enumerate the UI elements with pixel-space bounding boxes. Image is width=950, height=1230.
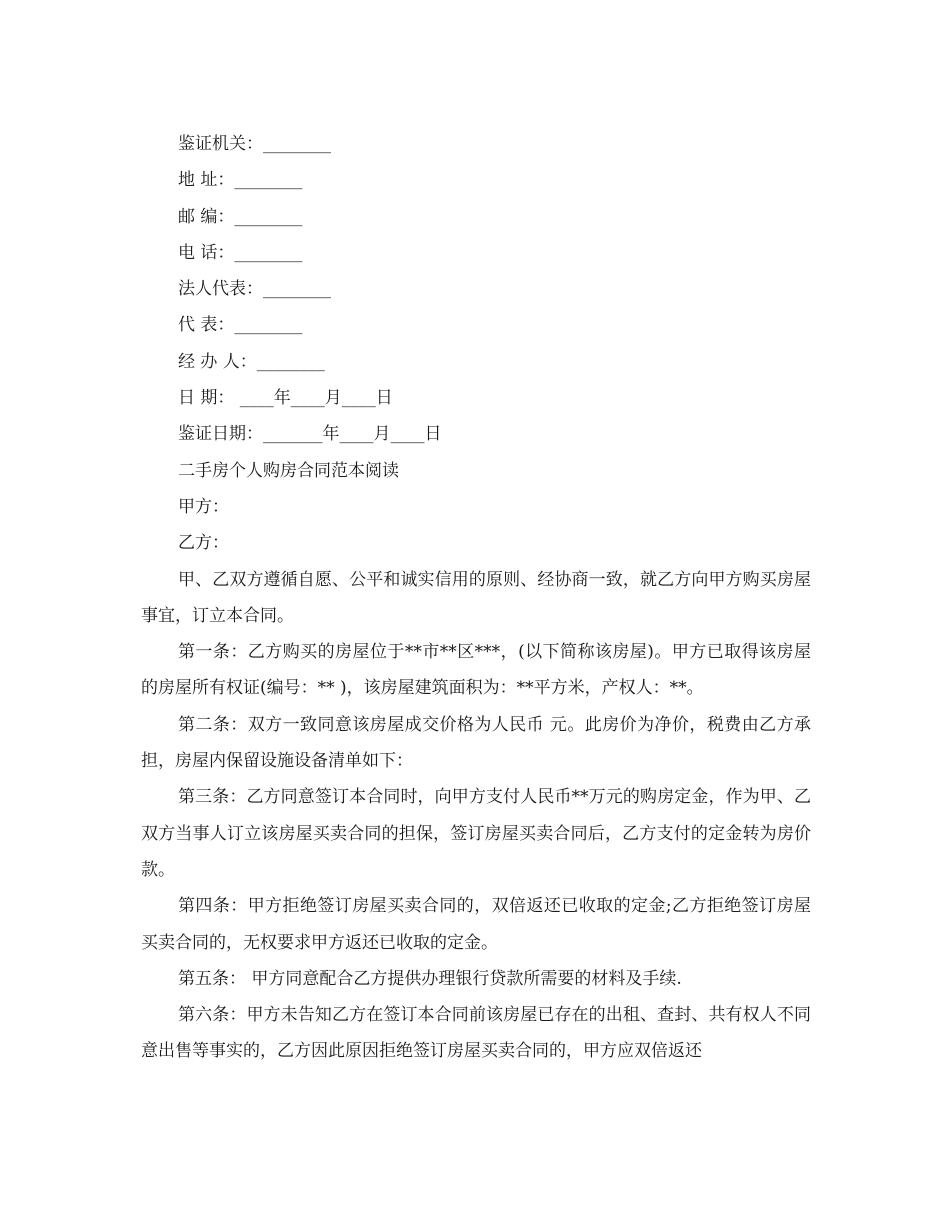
contract-title: 二手房个人购房合同范本阅读: [178, 460, 399, 481]
party-b-label: 乙方：: [178, 533, 229, 554]
field-verification-authority: 鉴证机关：________: [178, 134, 331, 154]
party-a-label: 甲方：: [178, 496, 229, 517]
field-handler: 经 办 人：________: [178, 351, 325, 372]
article-2-paragraph: 第二条：双方一致同意该房屋成交价格为人民币 元。此房价为净价，税费由乙方承担，房屋内保留设施设备清单如下：: [141, 714, 811, 772]
article-6-paragraph: 第六条：甲方未告知乙方在签订本合同前该房屋已存在的出租、查封、共有权人不同意出售等事实的，乙方因此原因拒绝签订房屋买卖合同的，甲方应双倍返还: [141, 1005, 811, 1062]
field-legal-representative: 法人代表：________: [178, 279, 331, 300]
field-verification-date: 鉴证日期：_______年____月____日: [178, 424, 442, 445]
field-phone: 电 话：________: [178, 242, 303, 263]
field-postcode: 邮 编：________: [178, 206, 303, 227]
field-address: 地 址：________: [178, 170, 303, 191]
document-body: [141, 126, 811, 1070]
field-date: 日 期： ____年____月____日: [178, 388, 393, 409]
preamble-paragraph: 甲、乙双方遵循自愿、公平和诚实信用的原则、经协商一致，就乙方向甲方购买房屋事宜，订立本合同。: [141, 569, 811, 626]
field-representative: 代 表：________: [178, 315, 303, 336]
article-4-paragraph: 第四条：甲方拒绝签订房屋买卖合同的，双倍返还已收取的定金;乙方拒绝签订房屋买卖合同的，无权要求甲方返还已收取的定金。: [141, 896, 811, 953]
article-3-paragraph: 第三条：乙方同意签订本合同时，向甲方支付人民币**万元的购房定金，作为甲、乙双方当事人订立该房屋买卖合同的担保，签订房屋买卖合同后，乙方支付的定金转为房价款。: [141, 787, 811, 880]
article-5-paragraph: 第五条： 甲方同意配合乙方提供办理银行贷款所需要的材料及手续.: [178, 968, 682, 989]
article-1-paragraph: 第一条：乙方购买的房屋位于**市**区***，(以下简称该房屋)。甲方已取得该房屋的房屋所有权证(编号：** )，该房屋建筑面积为：**平方米，产权人：**。: [141, 642, 811, 699]
